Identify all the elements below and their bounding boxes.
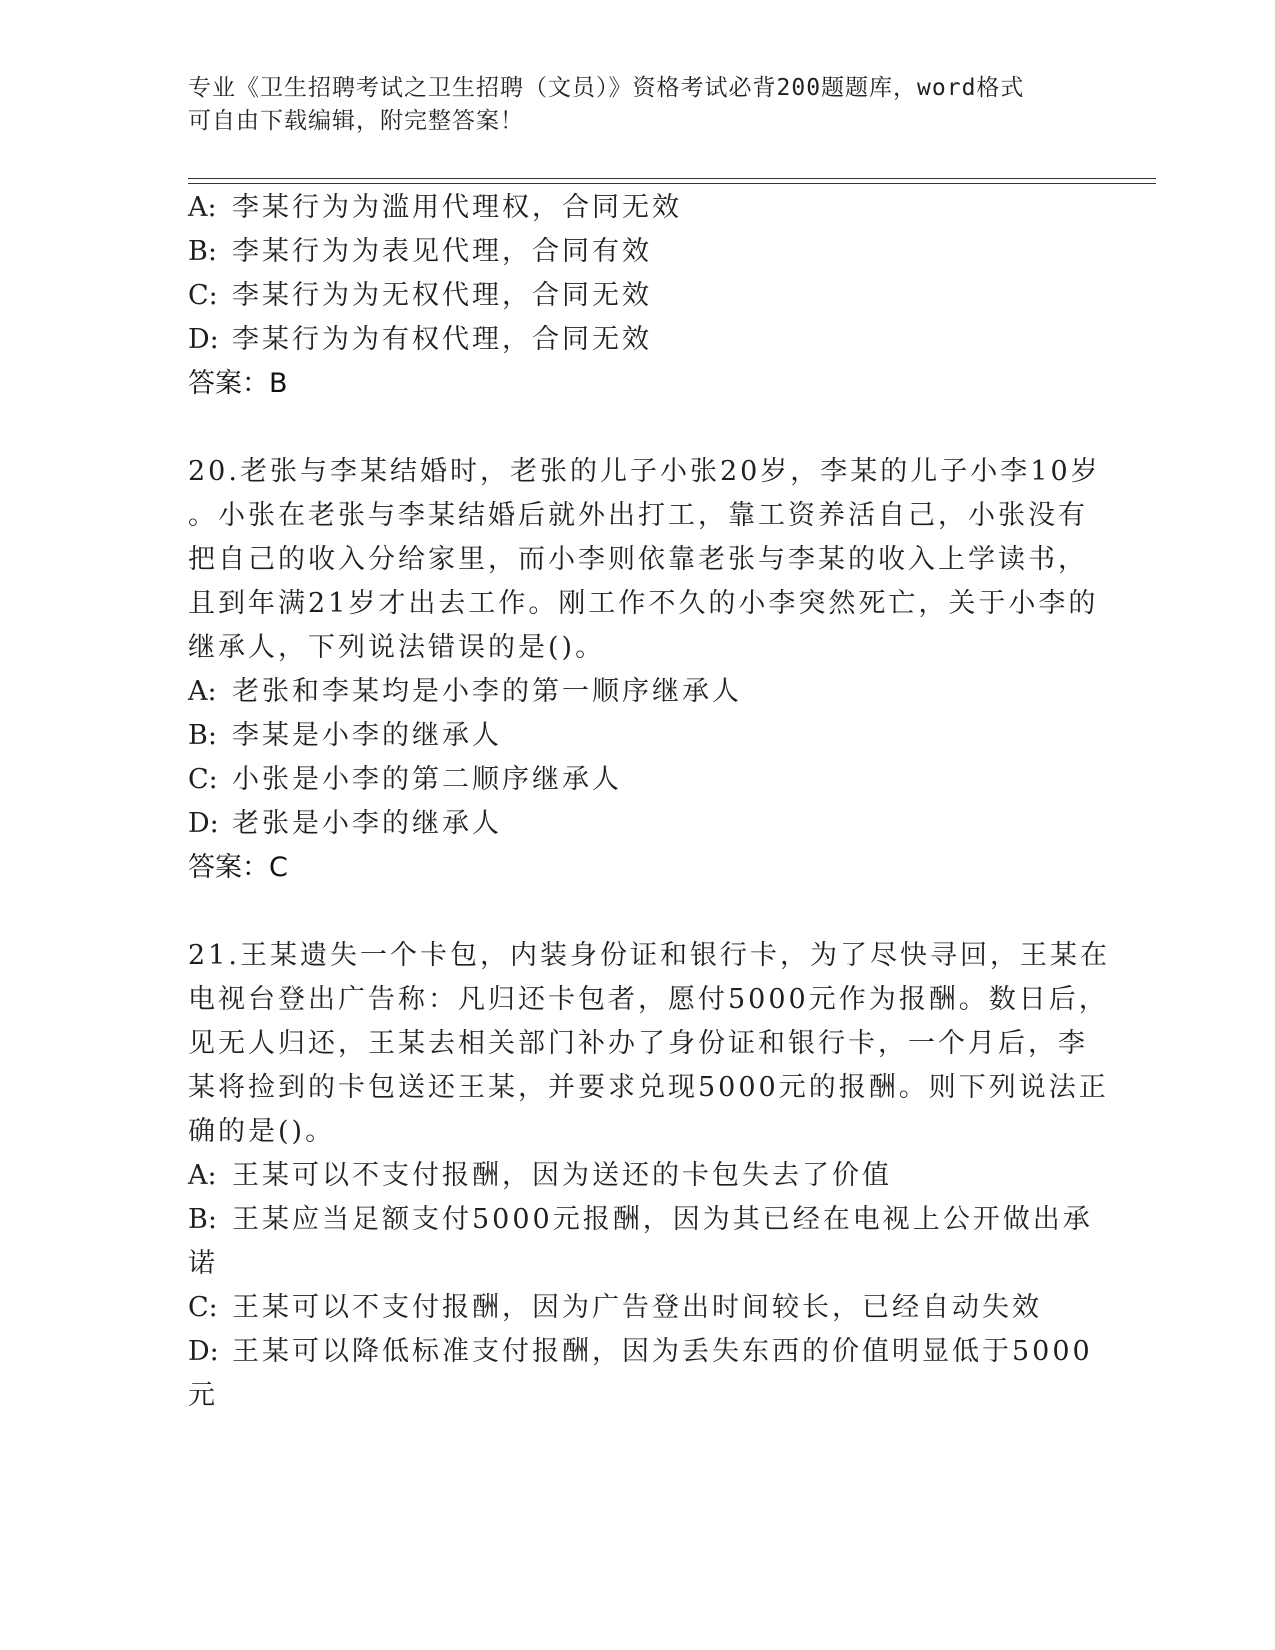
- q21-option-d-continued: [188, 1378, 218, 1414]
- option-label: C:: [188, 280, 218, 311]
- option-label: D:: [188, 808, 219, 839]
- header-rule-bottom: [188, 183, 1156, 184]
- q20-stem-line: 把自己的收入分给家里，而小李则依靠老张与李某的收入上学读书，: [188, 544, 1088, 575]
- option-text: 李某行为为滥用代理权，合同无效: [232, 192, 682, 223]
- option-text: 李某行为为有权代理，合同无效: [232, 324, 652, 355]
- q20-option-b: [188, 718, 502, 754]
- q21-stem-line: 21.王某遗失一个卡包，内装身份证和银行卡，为了尽快寻回，王某在: [188, 940, 1110, 971]
- q21-stem-line: 见无人归还，王某去相关部门补办了身份证和银行卡，一个月后，李: [188, 1028, 1088, 1059]
- option-label: C:: [188, 764, 218, 795]
- option-text: 元: [188, 1380, 218, 1411]
- q21-stem-line: 确的是()。: [188, 1116, 336, 1147]
- header-line-1: 专业《卫生招聘考试之卫生招聘（文员）》资格考试必背200题题库，word格式: [188, 75, 1025, 101]
- header-line-2: 可自由下载编辑，附完整答案！: [188, 108, 524, 134]
- q20-option-a: [188, 674, 742, 710]
- q19-option-c: [188, 278, 652, 314]
- option-text: 李某行为为无权代理，合同无效: [232, 280, 652, 311]
- q21-option-b-continued: [188, 1246, 218, 1282]
- option-label: D:: [188, 1336, 219, 1367]
- q21-stem-line: 电视台登出广告称：凡归还卡包者，愿付5000元作为报酬。数日后，: [188, 984, 1109, 1015]
- option-text: 李某行为为表见代理，合同有效: [232, 236, 652, 267]
- q20-option-d: [188, 806, 502, 842]
- option-text: 李某是小李的继承人: [232, 720, 502, 751]
- header-rule-top: [188, 178, 1156, 179]
- option-label: B:: [188, 720, 217, 751]
- option-label: B:: [188, 236, 217, 267]
- option-text: 王某可以不支付报酬，因为送还的卡包失去了价值: [232, 1160, 892, 1191]
- option-label: A:: [188, 192, 217, 223]
- q20-stem-line: 20.老张与李某结婚时，老张的儿子小张20岁，李某的儿子小李10岁: [188, 456, 1101, 487]
- option-label: C:: [188, 1292, 218, 1323]
- option-text: 诺: [188, 1248, 218, 1279]
- q21-option-d: [188, 1334, 1093, 1370]
- q21-option-c: [188, 1290, 1042, 1326]
- option-label: A:: [188, 1160, 217, 1191]
- option-label: A:: [188, 676, 217, 707]
- q21-option-a: [188, 1158, 892, 1194]
- option-text: 小张是小李的第二顺序继承人: [232, 764, 622, 795]
- q20-stem-line: 。小张在老张与李某结婚后就外出打工，靠工资养活自己，小张没有: [188, 500, 1088, 531]
- q19-option-d: [188, 322, 652, 358]
- option-text: 老张是小李的继承人: [232, 808, 502, 839]
- option-text: 王某应当足额支付5000元报酬，因为其已经在电视上公开做出承: [232, 1204, 1093, 1235]
- q20-stem-line: 继承人，下列说法错误的是()。: [188, 632, 606, 663]
- option-label: B:: [188, 1204, 217, 1235]
- option-text: 王某可以降低标准支付报酬，因为丢失东西的价值明显低于5000: [232, 1336, 1093, 1367]
- q19-option-b: [188, 234, 652, 270]
- q19-option-a: [188, 190, 682, 226]
- q19-answer: 答案：B: [188, 368, 288, 399]
- q20-option-c: [188, 762, 622, 798]
- q21-option-b: [188, 1202, 1093, 1238]
- q20-answer: 答案：C: [188, 852, 288, 883]
- q21-stem-line: 某将捡到的卡包送还王某，并要求兑现5000元的报酬。则下列说法正: [188, 1072, 1109, 1103]
- option-text: 老张和李某均是小李的第一顺序继承人: [232, 676, 742, 707]
- option-label: D:: [188, 324, 219, 355]
- option-text: 王某可以不支付报酬，因为广告登出时间较长，已经自动失效: [232, 1292, 1042, 1323]
- q20-stem-line: 且到年满21岁才出去工作。刚工作不久的小李突然死亡，关于小李的: [188, 588, 1099, 619]
- document-header: [188, 72, 1088, 138]
